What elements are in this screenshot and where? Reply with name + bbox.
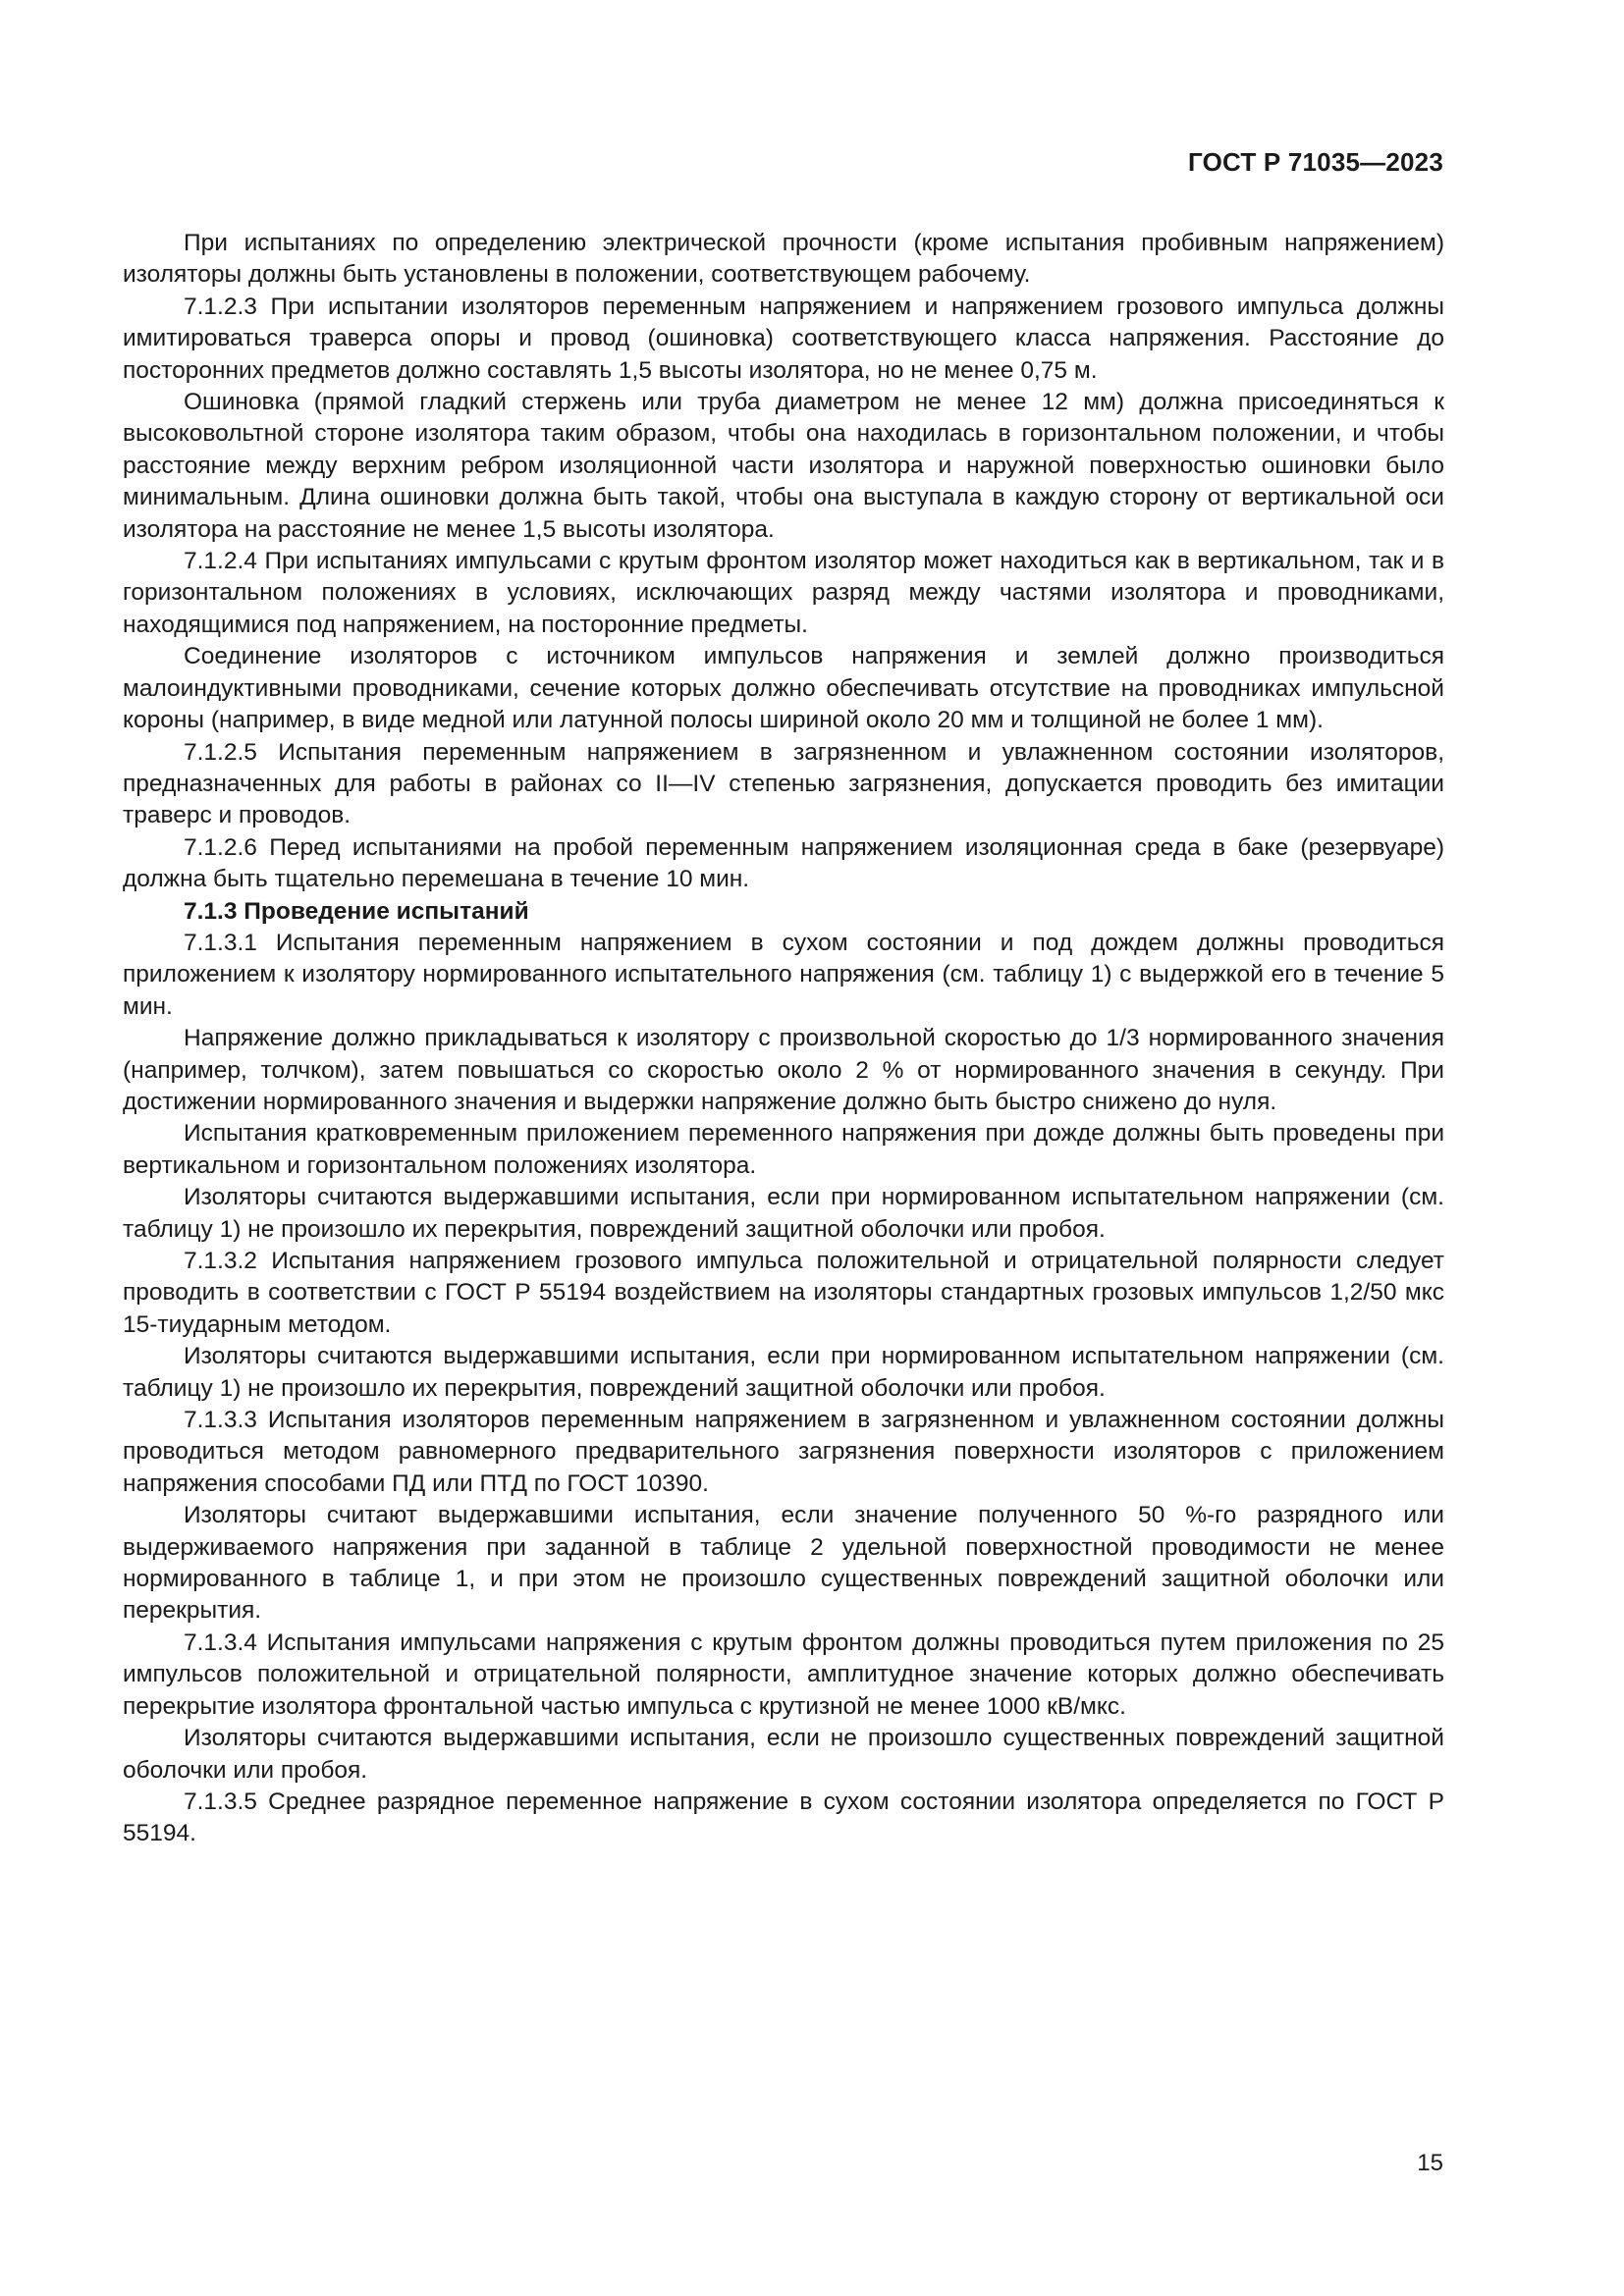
paragraph: 7.1.2.5 Испытания переменным напряжением в загрязненном и увлажненном состоянии изоляторов, предназначенных для работы в районах со II—IV степенью загрязнения, допускается проводить без имитации траверс и проводов.	[123, 738, 1444, 829]
paragraph: Изоляторы считают выдержавшими испытания, если значение полученного 50 %-го разрядного или выдерживаемого напряжения при заданной в таблице 2 удельной поверхностной проводимости не менее нормированного в таблице 1, и при этом не произошло существенных повреждений защитной оболочки или перекрытия.	[123, 1502, 1444, 1625]
section-heading: 7.1.3 Проведение испытаний	[184, 897, 529, 925]
page-number: 15	[1417, 2150, 1443, 2176]
paragraph: 7.1.3.4 Испытания импульсами напряжения с крутым фронтом должны проводиться путем приложения по 25 импульсов положительной и отрицательной полярности, амплитудное значение которых должно обеспечивать перекрытие изолятора фронтальной частью импульса с крутизной не менее 1000 кВ/мкс.	[123, 1629, 1444, 1720]
paragraph: При испытаниях по определению электрической прочности (кроме испытания пробивным напряжением) изоляторы должны быть установлены в положении, соответствующем рабочему.	[123, 230, 1444, 289]
paragraph: 7.1.3.2 Испытания напряжением грозового импульса положительной и отрицательной полярности следует проводить в соответствии с ГОСТ Р 55194 воздействием на изоляторы стандартных грозовых импульсов 1,2/50 мкс 15-тиударным методом.	[123, 1248, 1444, 1338]
paragraph: 7.1.3.5 Среднее разрядное переменное напряжение в сухом состоянии изолятора определяется по ГОСТ Р 55194.	[123, 1788, 1444, 1847]
paragraph: 7.1.2.4 При испытаниях импульсами с крутым фронтом изолятор может находиться как в вертикальном, так и в горизонтальном положениях в условиях, исключающих разряд между частями изолятора и проводниками, находящимися под напряжением, на посторонние предметы.	[123, 548, 1444, 638]
paragraph: Напряжение должно прикладываться к изолятору с произвольной скоростью до 1/3 нормированного значения (например, толчком), затем повышаться со скоростью около 2 % от нормированного значения в секунду. При достижении нормированного значения и выдержки напряжение должно быть быстро снижено до нуля.	[123, 1025, 1444, 1115]
paragraph: Соединение изоляторов с источником импульсов напряжения и землей должно производиться малоиндуктивными проводниками, сечение которых должно обеспечивать отсутствие на проводниках импульсной короны (например, в виде медной или латунной полосы шириной около 20 мм и толщиной не более 1 мм).	[123, 643, 1444, 734]
paragraph: 7.1.3.3 Испытания изоляторов переменным напряжением в загрязненном и увлажненном состоянии должны проводиться методом равномерного предварительного загрязнения поверхности изоляторов с приложением напряжения способами ПД или ПТД по ГОСТ 10390.	[123, 1407, 1444, 1497]
document-header: ГОСТ Р 71035—2023	[1188, 147, 1443, 177]
paragraph: Изоляторы считаются выдержавшими испытания, если не произошло существенных повреждений защитной оболочки или пробоя.	[123, 1725, 1444, 1784]
paragraph: 7.1.2.3 При испытании изоляторов переменным напряжением и напряжением грозового импульса должны имитироваться траверса опоры и провод (ошиновка) соответствующего класса напряжения. Расстояние до посторонних предметов должно составлять 1,5 высоты изолятора, но не менее 0,75 м.	[123, 293, 1444, 384]
paragraph: Изоляторы считаются выдержавшими испытания, если при нормированном испытательном напряжении (см. таблицу 1) не произошло их перекрытия, повреждений защитной оболочки или пробоя.	[123, 1343, 1444, 1402]
paragraph: Ошиновка (прямой гладкий стержень или труба диаметром не менее 12 мм) должна присоединяться к высоковольтной стороне изолятора таким образом, чтобы она находилась в горизонтальном положении, и чтобы расстояние между верхним ребром изоляционной части изолятора и наружной поверхностью ошиновки было минимальным. Длина ошиновки должна быть такой, чтобы она выступала в каждую сторону от вертикальной оси изолятора на расстояние не менее 1,5 высоты изолятора.	[123, 389, 1444, 543]
paragraph: 7.1.2.6 Перед испытаниями на пробой переменным напряжением изоляционная среда в баке (резервуаре) должна быть тщательно перемешана в течение 10 мин.	[123, 833, 1444, 893]
paragraph: Изоляторы считаются выдержавшими испытания, если при нормированном испытательном напряжении (см. таблицу 1) не произошло их перекрытия, повреждений защитной оболочки или пробоя.	[123, 1184, 1444, 1243]
paragraph: 7.1.3.1 Испытания переменным напряжением в сухом состоянии и под дождем должны проводиться приложением к изолятору нормированного испытательного напряжения (см. таблицу 1) с выдержкой его в течение 5 мин.	[123, 929, 1444, 1020]
document-body	[123, 228, 1444, 1850]
paragraph: Испытания кратковременным приложением переменного напряжения при дожде должны быть проведены при вертикальном и горизонтальном положениях изолятора.	[123, 1120, 1444, 1179]
